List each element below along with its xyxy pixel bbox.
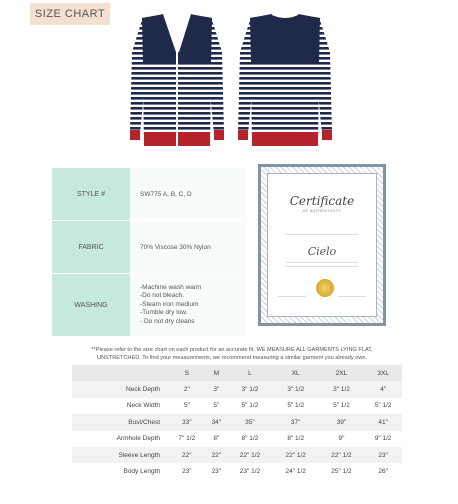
measurement-value: 9" (338, 435, 345, 443)
measurement-value: 23" (182, 468, 192, 476)
measurement-value: 37" (273, 414, 319, 430)
measurement-value: 5" 1/2 (333, 402, 350, 410)
size-header: M (206, 365, 227, 381)
measurement-value: 22" 1/2 (319, 447, 365, 463)
measurement-value: 3" (206, 381, 227, 397)
size-header-row (72, 365, 402, 381)
size-header: L (227, 365, 273, 381)
table-row (72, 431, 402, 447)
measurement-value: 41" (364, 414, 402, 430)
certificate-divider (286, 262, 358, 263)
washing-value (130, 274, 247, 336)
size-header-blank (72, 365, 168, 381)
table-row (72, 447, 402, 463)
measurement-value: 22" (168, 447, 206, 463)
measurement-value: 5" (183, 402, 190, 410)
measurement-value: 9" 1/2 (374, 435, 392, 443)
certificate-of-authenticity (258, 164, 386, 326)
measurement-value: 23" 1/2 (239, 468, 261, 476)
measurement-value: 8" (213, 435, 220, 443)
measurement-value: 23" (364, 447, 402, 463)
washing-item: -Machine wash warm (140, 283, 202, 291)
measurement-value: 5" 1/2 (241, 402, 259, 410)
size-header: S (168, 365, 206, 381)
fabric-value: 70% Viscose 30% Nylon (130, 221, 247, 273)
measurement-value: 8" 1/2 (241, 435, 259, 443)
measurement-note: **Please refer to the size chart on each product for an accurate fit. WE MEASURE ALL GARMENTS LYING FLAT, UNSTRETCHED. To find your measurements, we recommend measuring a similar garment you already own. (91, 347, 373, 361)
size-chart-badge: SIZE CHART (30, 3, 110, 25)
table-row (72, 463, 402, 479)
table-row (72, 398, 402, 414)
measurement-value: 5" (213, 402, 220, 410)
fabric-label: FABRIC (52, 221, 130, 273)
measurement-value: 33" (168, 414, 206, 430)
style-label: STYLE # (52, 168, 130, 220)
signature-line (278, 296, 306, 297)
washing-label: WASHING (52, 274, 130, 336)
washing-item: - Do not dry cleans (140, 317, 195, 325)
spec-row-fabric (52, 221, 247, 274)
style-value: SW775 A, B, C, D (130, 168, 247, 220)
measurement-value: 39" (319, 414, 365, 430)
measurement-value: 3" 1/2 (227, 381, 273, 397)
certificate-title: Certificate (289, 194, 355, 208)
measurement-name: Bust/Chest (72, 414, 168, 430)
measurement-value: 34" (206, 414, 227, 430)
certificate-subtitle: OF AUTHENTICITY (302, 209, 342, 213)
measurement-value: 23" (211, 468, 222, 476)
measurement-value: 24" 1/2 (285, 468, 306, 476)
measurement-value: 8" 1/2 (287, 435, 305, 443)
measurement-value: 4" (364, 381, 402, 397)
certificate-divider (286, 266, 358, 267)
measurement-value: 5" 1/2 (287, 402, 305, 410)
size-chart-table (72, 365, 402, 480)
measurement-value: 7" 1/2 (178, 435, 196, 443)
spec-row-washing (52, 274, 247, 337)
measurement-value: 26" (378, 468, 388, 476)
certificate-inner (267, 173, 377, 317)
measurement-value: 3" 1/2 (273, 381, 319, 397)
measurement-name: Armhole Depth (116, 435, 160, 443)
measurement-name: Body Length (123, 468, 160, 476)
washing-item: -Steam iron medium (140, 300, 199, 308)
sweater-front-image (128, 12, 226, 157)
washing-item: -Do not bleach. (140, 292, 185, 300)
measurement-value: 3" 1/2 (319, 381, 365, 397)
table-row (72, 414, 402, 430)
measurement-name: Sleeve Length (72, 447, 168, 463)
measurement-value: 2" (168, 381, 206, 397)
measurement-value: 35" (227, 414, 273, 430)
measurement-value: 25" 1/2 (331, 468, 352, 476)
table-row (72, 381, 402, 397)
size-header: XL (273, 365, 319, 381)
measurement-value: 22" (206, 447, 227, 463)
size-header: 3XL (364, 365, 402, 381)
spec-row-style (52, 168, 247, 221)
certificate-brand: Cielo (307, 245, 337, 258)
measurement-value: 22" 1/2 (227, 447, 273, 463)
measurement-value: 22" 1/2 (273, 447, 319, 463)
sweater-back-image (236, 12, 334, 157)
washing-item: -Tumble dry low. (140, 309, 188, 317)
measurement-name: Neck Depth (72, 381, 168, 397)
signature-line (338, 296, 366, 297)
measurement-value: 5" 1/2 (374, 402, 392, 410)
product-specs (52, 168, 247, 337)
certificate-divider (286, 234, 358, 235)
size-header: 2XL (319, 365, 365, 381)
measurement-name: Neck Width (126, 402, 160, 410)
gold-seal-icon (316, 279, 334, 297)
